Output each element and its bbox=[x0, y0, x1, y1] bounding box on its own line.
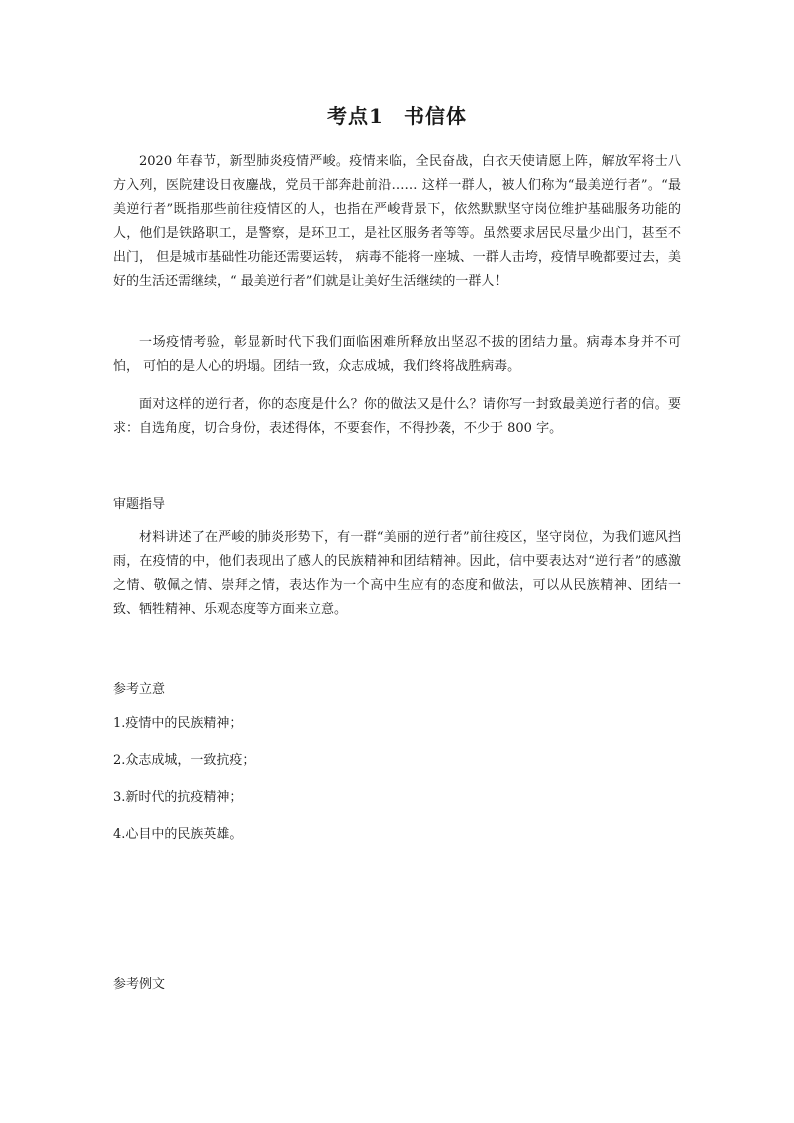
prompt-paragraph-text: 2020 年春节，新型肺炎疫情严峻。疫情来临，全民奋战，白衣天使请愿上阵，解放军将士八方入列，医院建设日夜鏖战，党员干部奔赴前沿…… 这样一群人，被人们称为“最美逆行者”。“最美逆行者”既指那些前往疫情区的人，也指在严峻背景下，依然默默坚守岗位维护基础服务功能的人，他们是铁路职工，是警察，是环卫工，是社区服务者等等。虽然要求居民尽量少出门，甚至不出门， 但是城市基础性功能还需要运转， 病毒不能将一座城、一群人击垮，疫情早晚都要过去，美好的生活还需继续，“ 最美逆行者”们就是让美好生活继续的一群人！ bbox=[113, 154, 681, 289]
list-item: 2.众志成城，一致抗疫； bbox=[113, 753, 256, 768]
prompt-paragraph bbox=[113, 150, 681, 294]
guidance-paragraph bbox=[113, 526, 681, 622]
list-item: 4.心目中的民族英雄。 bbox=[113, 827, 243, 842]
title-label: 考点1 bbox=[327, 104, 384, 128]
title-name: 书信体 bbox=[403, 104, 467, 128]
list-item: 3.新时代的抗疫精神； bbox=[113, 790, 243, 805]
page-title bbox=[0, 100, 794, 129]
prompt-paragraph-text: 面对这样的逆行者，你的态度是什么？你的做法又是什么？请你写一封致最美逆行者的信。要求：自选角度，切合身份，表述得体，不要套作，不得抄袭，不少于 800 字。 bbox=[113, 397, 681, 436]
guidance-heading: 审题指导 bbox=[113, 497, 166, 512]
example-heading: 参考例文 bbox=[113, 977, 166, 992]
ideas-heading: 参考立意 bbox=[113, 682, 166, 697]
prompt-paragraph bbox=[113, 393, 681, 441]
guidance-paragraph-text: 材料讲述了在严峻的肺炎形势下，有一群“美丽的逆行者”前往疫区，坚守岗位，为我们遮风挡雨，在疫情的中，他们表现出了感人的民族精神和团结精神。因此，信中要表达对“逆行者”的感激之情、敬佩之情、崇拜之情，表达作为一个高中生应有的态度和做法，可以从民族精神、团结一致、牺牲精神、乐观态度等方面来立意。 bbox=[113, 530, 681, 617]
prompt-paragraph bbox=[113, 331, 681, 379]
list-item: 1.疫情中的民族精神； bbox=[113, 716, 243, 731]
ideas-list bbox=[113, 714, 255, 862]
prompt-paragraph-text: 一场疫情考验，彰显新时代下我们面临困难所释放出坚忍不拔的团结力量。病毒本身并不可怕， 可怕的是人心的坍塌。团结一致，众志成城，我们终将战胜病毒。 bbox=[113, 335, 681, 374]
